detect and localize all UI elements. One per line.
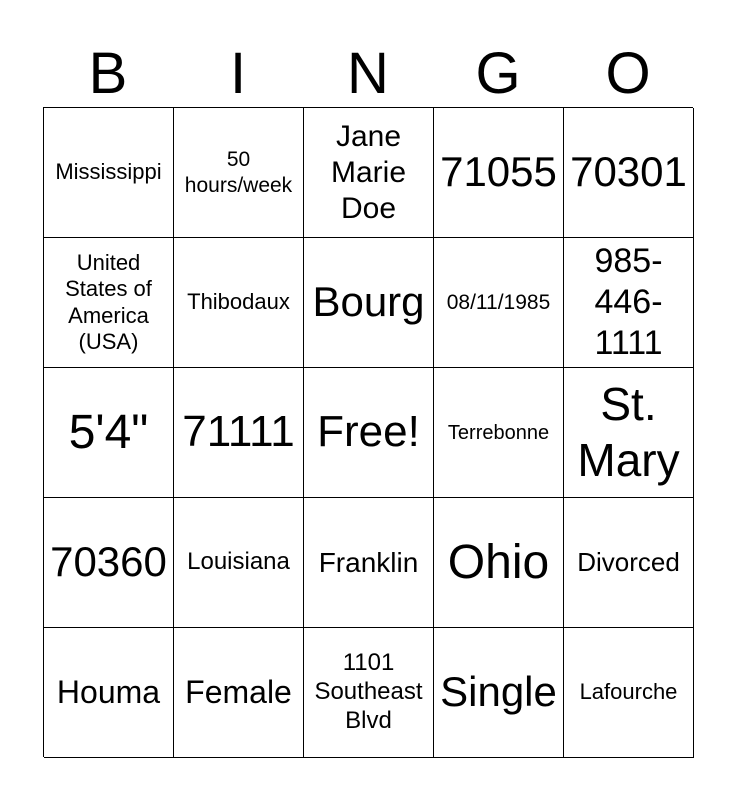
bingo-cell[interactable]: 985-446-1111: [564, 238, 694, 368]
bingo-cell[interactable]: Single: [434, 628, 564, 758]
bingo-header: [43, 40, 693, 108]
bingo-cell[interactable]: Franklin: [304, 498, 434, 628]
bingo-cell[interactable]: 70360: [44, 498, 174, 628]
header-letter-o: O: [605, 41, 651, 106]
bingo-cell[interactable]: 70301: [564, 108, 694, 238]
bingo-cell[interactable]: 71055: [434, 108, 564, 238]
bingo-cell[interactable]: Bourg: [304, 238, 434, 368]
header-letter-i: I: [229, 41, 247, 106]
bingo-cell[interactable]: United States of America (USA): [44, 238, 174, 368]
bingo-cell[interactable]: 08/11/1985: [434, 238, 564, 368]
bingo-cell[interactable]: Thibodaux: [174, 238, 304, 368]
bingo-cell[interactable]: Jane Marie Doe: [304, 108, 434, 238]
bingo-cell[interactable]: St. Mary: [564, 368, 694, 498]
bingo-cell[interactable]: 50 hours/week: [174, 108, 304, 238]
bingo-cell[interactable]: Lafourche: [564, 628, 694, 758]
header-letter-g: G: [475, 41, 521, 106]
header-letter-n: N: [347, 41, 389, 106]
bingo-cell[interactable]: Divorced: [564, 498, 694, 628]
bingo-board: [43, 107, 693, 757]
bingo-cell[interactable]: Ohio: [434, 498, 564, 628]
bingo-cell[interactable]: 1101 Southeast Blvd: [304, 628, 434, 758]
bingo-cell[interactable]: Terrebonne: [434, 368, 564, 498]
bingo-cell[interactable]: Mississippi: [44, 108, 174, 238]
bingo-cell[interactable]: Louisiana: [174, 498, 304, 628]
bingo-cell[interactable]: Female: [174, 628, 304, 758]
header-letter-b: B: [88, 41, 128, 106]
bingo-cell[interactable]: 71111: [174, 368, 304, 498]
bingo-cell-free[interactable]: Free!: [304, 368, 434, 498]
bingo-cell[interactable]: 5'4": [44, 368, 174, 498]
bingo-cell[interactable]: Houma: [44, 628, 174, 758]
